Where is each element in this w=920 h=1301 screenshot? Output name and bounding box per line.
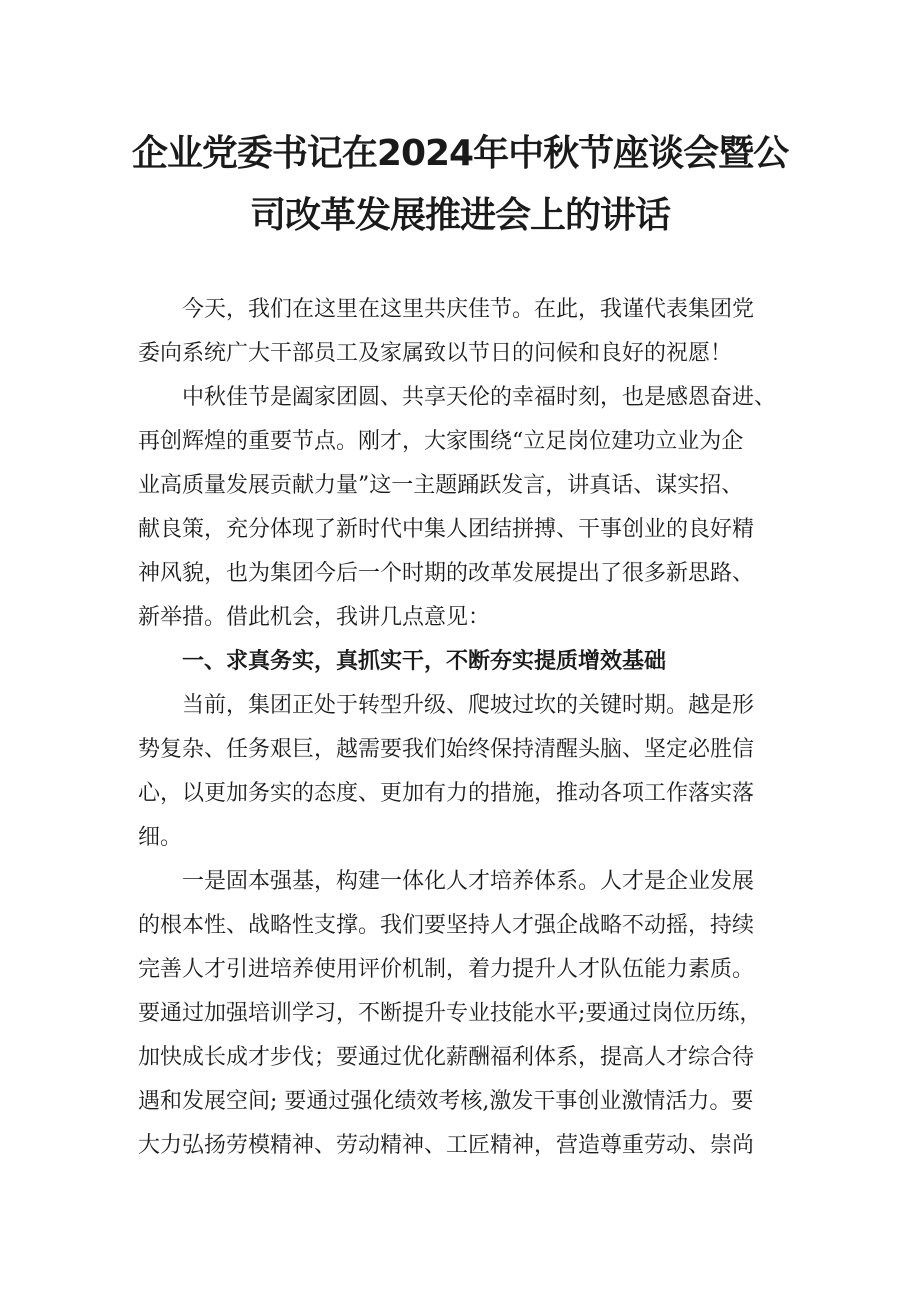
document-title-line-2: 司改革发展推进会上的讲话 xyxy=(249,195,670,236)
paragraph-line: 再创辉煌的重要节点。刚才，大家围绕“立足岗位建功立业为企 xyxy=(138,429,744,454)
paragraph-line: 加快成长成才步伐；要通过优化薪酬福利体系，提高人才综合待 xyxy=(138,1045,755,1070)
paragraph-line: 要通过加强培训学习，不断提升专业技能水平;要通过岗位历练， xyxy=(138,1001,762,1026)
paragraph-line: 大力弘扬劳模精神、劳动精神、工匠精神，营造尊重劳动、崇尚 xyxy=(138,1133,755,1158)
document-title-line-1: 企业党委书记在2024年中秋节座谈会暨公 xyxy=(131,133,789,174)
paragraph-line: 中秋佳节是阖家团圆、共享天伦的幸福时刻，也是感恩奋进、 xyxy=(182,385,777,410)
paragraph-line: 一是固本强基，构建一体化人才培养体系。人才是企业发展 xyxy=(182,869,755,894)
paragraph-line: 新举措。借此机会，我讲几点意见： xyxy=(138,605,491,630)
paragraph-line: 今天，我们在这里在这里共庆佳节。在此，我谨代表集团党 xyxy=(182,297,755,322)
paragraph-line: 的根本性、战略性支撑。我们要坚持人才强企战略不动摇，持续 xyxy=(138,913,755,938)
paragraph-line: 业高质量发展贡献力量”这一主题踊跃发言，讲真话、谋实招、 xyxy=(138,473,744,498)
paragraph-line: 委向系统广大干部员工及家属致以节日的问候和良好的祝愿！ xyxy=(138,341,733,366)
paragraph-line: 心，以更加务实的态度、更加有力的措施，推动各项工作落实落 xyxy=(138,781,755,806)
paragraph-line: 当前，集团正处于转型升级、爬坡过坎的关键时期。越是形 xyxy=(182,693,755,718)
paragraph-line: 遇和发展空间; 要通过强化绩效考核,激发干事创业激情活力。要 xyxy=(138,1089,754,1114)
paragraph-line: 神风貌，也为集团今后一个时期的改革发展提出了很多新思路、 xyxy=(138,561,755,586)
section-heading: 一、求真务实，真抓实干，不断夯实提质增效基础 xyxy=(182,649,667,674)
paragraph-line: 势复杂、任务艰巨，越需要我们始终保持清醒头脑、坚定必胜信 xyxy=(138,737,755,762)
paragraph-line: 完善人才引进培养使用评价机制，着力提升人才队伍能力素质。 xyxy=(138,957,755,982)
paragraph-line: 献良策，充分体现了新时代中集人团结拼搏、干事创业的良好精 xyxy=(138,517,755,542)
paragraph-line: 细。 xyxy=(138,825,183,850)
